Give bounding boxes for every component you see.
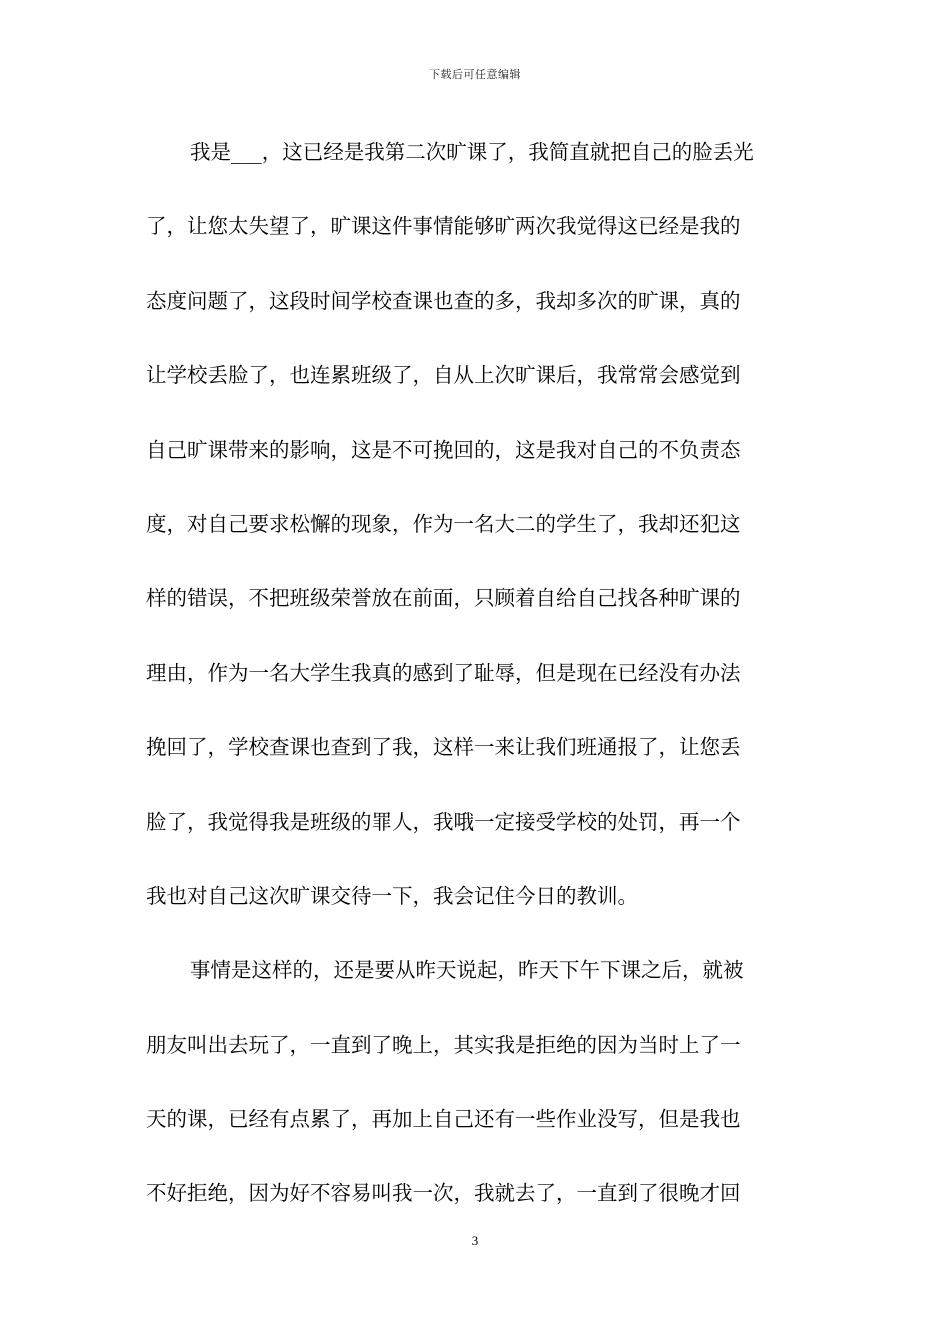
text-line: 我是___，这已经是我第二次旷课了，我简直就把自己的脸丢光 <box>190 140 754 164</box>
text-line: 事情是这样的，还是要从昨天说起，昨天下午下课之后，就被 <box>190 958 744 983</box>
text-line: 脸了，我觉得我是班级的罪人，我哦一定接受学校的处罚，再一个 <box>146 809 741 834</box>
text-line: 我也对自己这次旷课交待一下，我会记住今日的教训。 <box>146 883 638 908</box>
page-header: 下载后可任意编辑 <box>429 68 521 81</box>
text-line: 自己旷课带来的影响，这是不可挽回的，这是我对自己的不负责态 <box>146 437 741 462</box>
text-line: 让学校丢脸了，也连累班级了，自从上次旷课后，我常常会感觉到 <box>146 363 741 388</box>
text-line: 了，让您太失望了，旷课这件事情能够旷两次我觉得这已经是我的 <box>146 214 741 239</box>
text-line: 朋友叫出去玩了，一直到了晚上，其实我是拒绝的因为当时上了一 <box>146 1032 741 1057</box>
text-line: 不好拒绝，因为好不容易叫我一次，我就去了，一直到了很晚才回 <box>146 1181 741 1206</box>
text-line: 度，对自己要求松懈的现象，作为一名大二的学生了，我却还犯这 <box>146 511 741 536</box>
text-line: 理由，作为一名大学生我真的感到了耻辱，但是现在已经没有办法 <box>146 660 741 685</box>
text-line: 挽回了，学校查课也查到了我，这样一来让我们班通报了，让您丢 <box>146 735 741 760</box>
text-line: 天的课，已经有点累了，再加上自己还有一些作业没写，但是我也 <box>146 1107 741 1132</box>
body-text <box>146 137 810 1253</box>
text-line: 态度问题了，这段时间学校查课也查的多，我却多次的旷课，真的 <box>146 288 741 313</box>
text-line: 样的错误，不把班级荣誉放在前面，只顾着自给自己找各种旷课的 <box>146 586 741 611</box>
page-number: 3 <box>471 1233 479 1248</box>
